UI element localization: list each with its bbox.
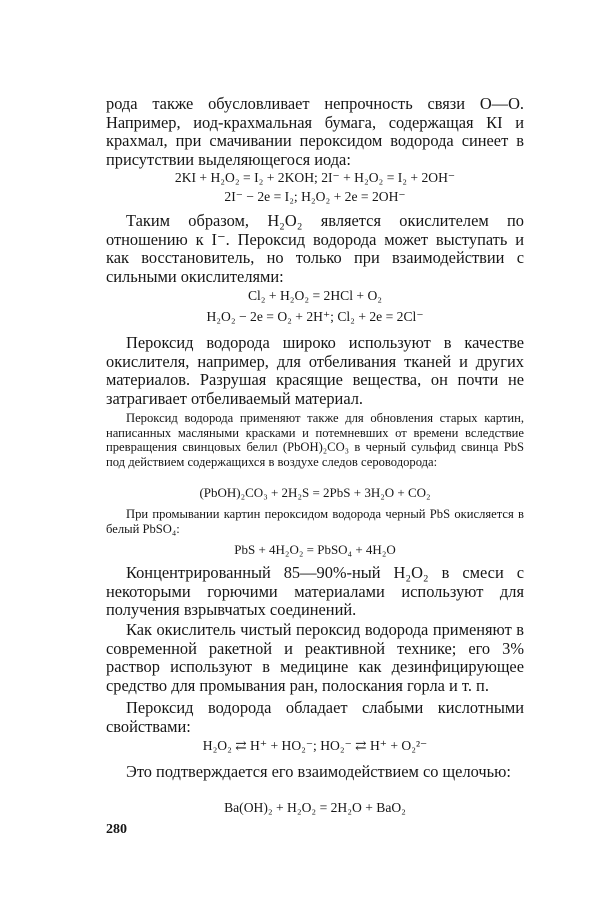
paragraph-4: Концентрированный 85—90%-ный H₂O₂ в смеси с некоторыми горючими материалами используют для получения взрывчатых соединений. — [106, 563, 524, 620]
equation-6: PbS + 4H₂O₂ = PbSO₄ + 4H₂O — [234, 542, 396, 557]
paragraph-3: Пероксид водорода широко используют в качестве окислителя, например, для отбеливания тканей и других материалов. Разрушая красящие вещества, он почти не затрагивает отбеливаемый материал. — [106, 333, 524, 408]
equation-2: 2I⁻ − 2e = I₂; H₂O₂ + 2e = 2OH⁻ — [224, 189, 406, 204]
equation-5: (PbOH)₂CO₃ + 2H₂S = 2PbS + 3H₂O + CO₂ — [199, 485, 431, 500]
equation-3: Cl₂ + H₂O₂ = 2HCl + O₂ — [247, 288, 383, 303]
paragraph-2: Таким образом, H₂O₂ является окислителем по отношению к I⁻. Пероксид водорода может выступать и как восстановитель, но только при взаимодействии с сильными окислителями: — [106, 211, 524, 286]
paragraph-1: рода также обусловливает непрочность связи О—О. Например, иод-крахмальная бумага, содержащая КI и крахмал, при смачивании пероксидом водорода синеет в присутствии выделяющегося иода: — [106, 94, 524, 169]
small-print-1: Пероксид водорода применяют также для обновления старых картин, написанных масляными красками и потемневших от времени вследствие превращения свинцовых белил (PbOH)₂CO₃ в черный сульфид свинца PbS под действием содержащихся в воздухе следов сероводорода: — [106, 411, 524, 469]
equation-1: 2KI + H₂O₂ = I₂ + 2KOH; 2I⁻ + H₂O₂ = I₂ + 2OH⁻ — [174, 170, 456, 185]
small-print-2: При промывании картин пероксидом водорода черный PbS окисляется в белый PbSO₄: — [106, 507, 524, 536]
equation-8: Ba(OH)₂ + H₂O₂ = 2H₂O + BaO₂ — [224, 800, 406, 815]
paragraph-6: Пероксид водорода обладает слабыми кислотными свойствами: — [106, 698, 524, 736]
page-number: 280 — [106, 822, 127, 837]
paragraph-5: Как окислитель чистый пероксид водорода применяют в современной ракетной и реактивной технике; его 3% раствор используют в медицине как дезинфицирующее средство для промывания ран, полоскания горла и т. п. — [106, 620, 524, 695]
paragraph-7: Это подтверждается его взаимодействием со щелочью: — [126, 762, 511, 781]
equation-4: H₂O₂ − 2e = O₂ + 2H⁺; Cl₂ + 2e = 2Cl⁻ — [206, 309, 424, 324]
equation-7: H₂O₂ ⇄ H⁺ + HO₂⁻; HO₂⁻ ⇄ H⁺ + O₂²⁻ — [202, 738, 428, 753]
